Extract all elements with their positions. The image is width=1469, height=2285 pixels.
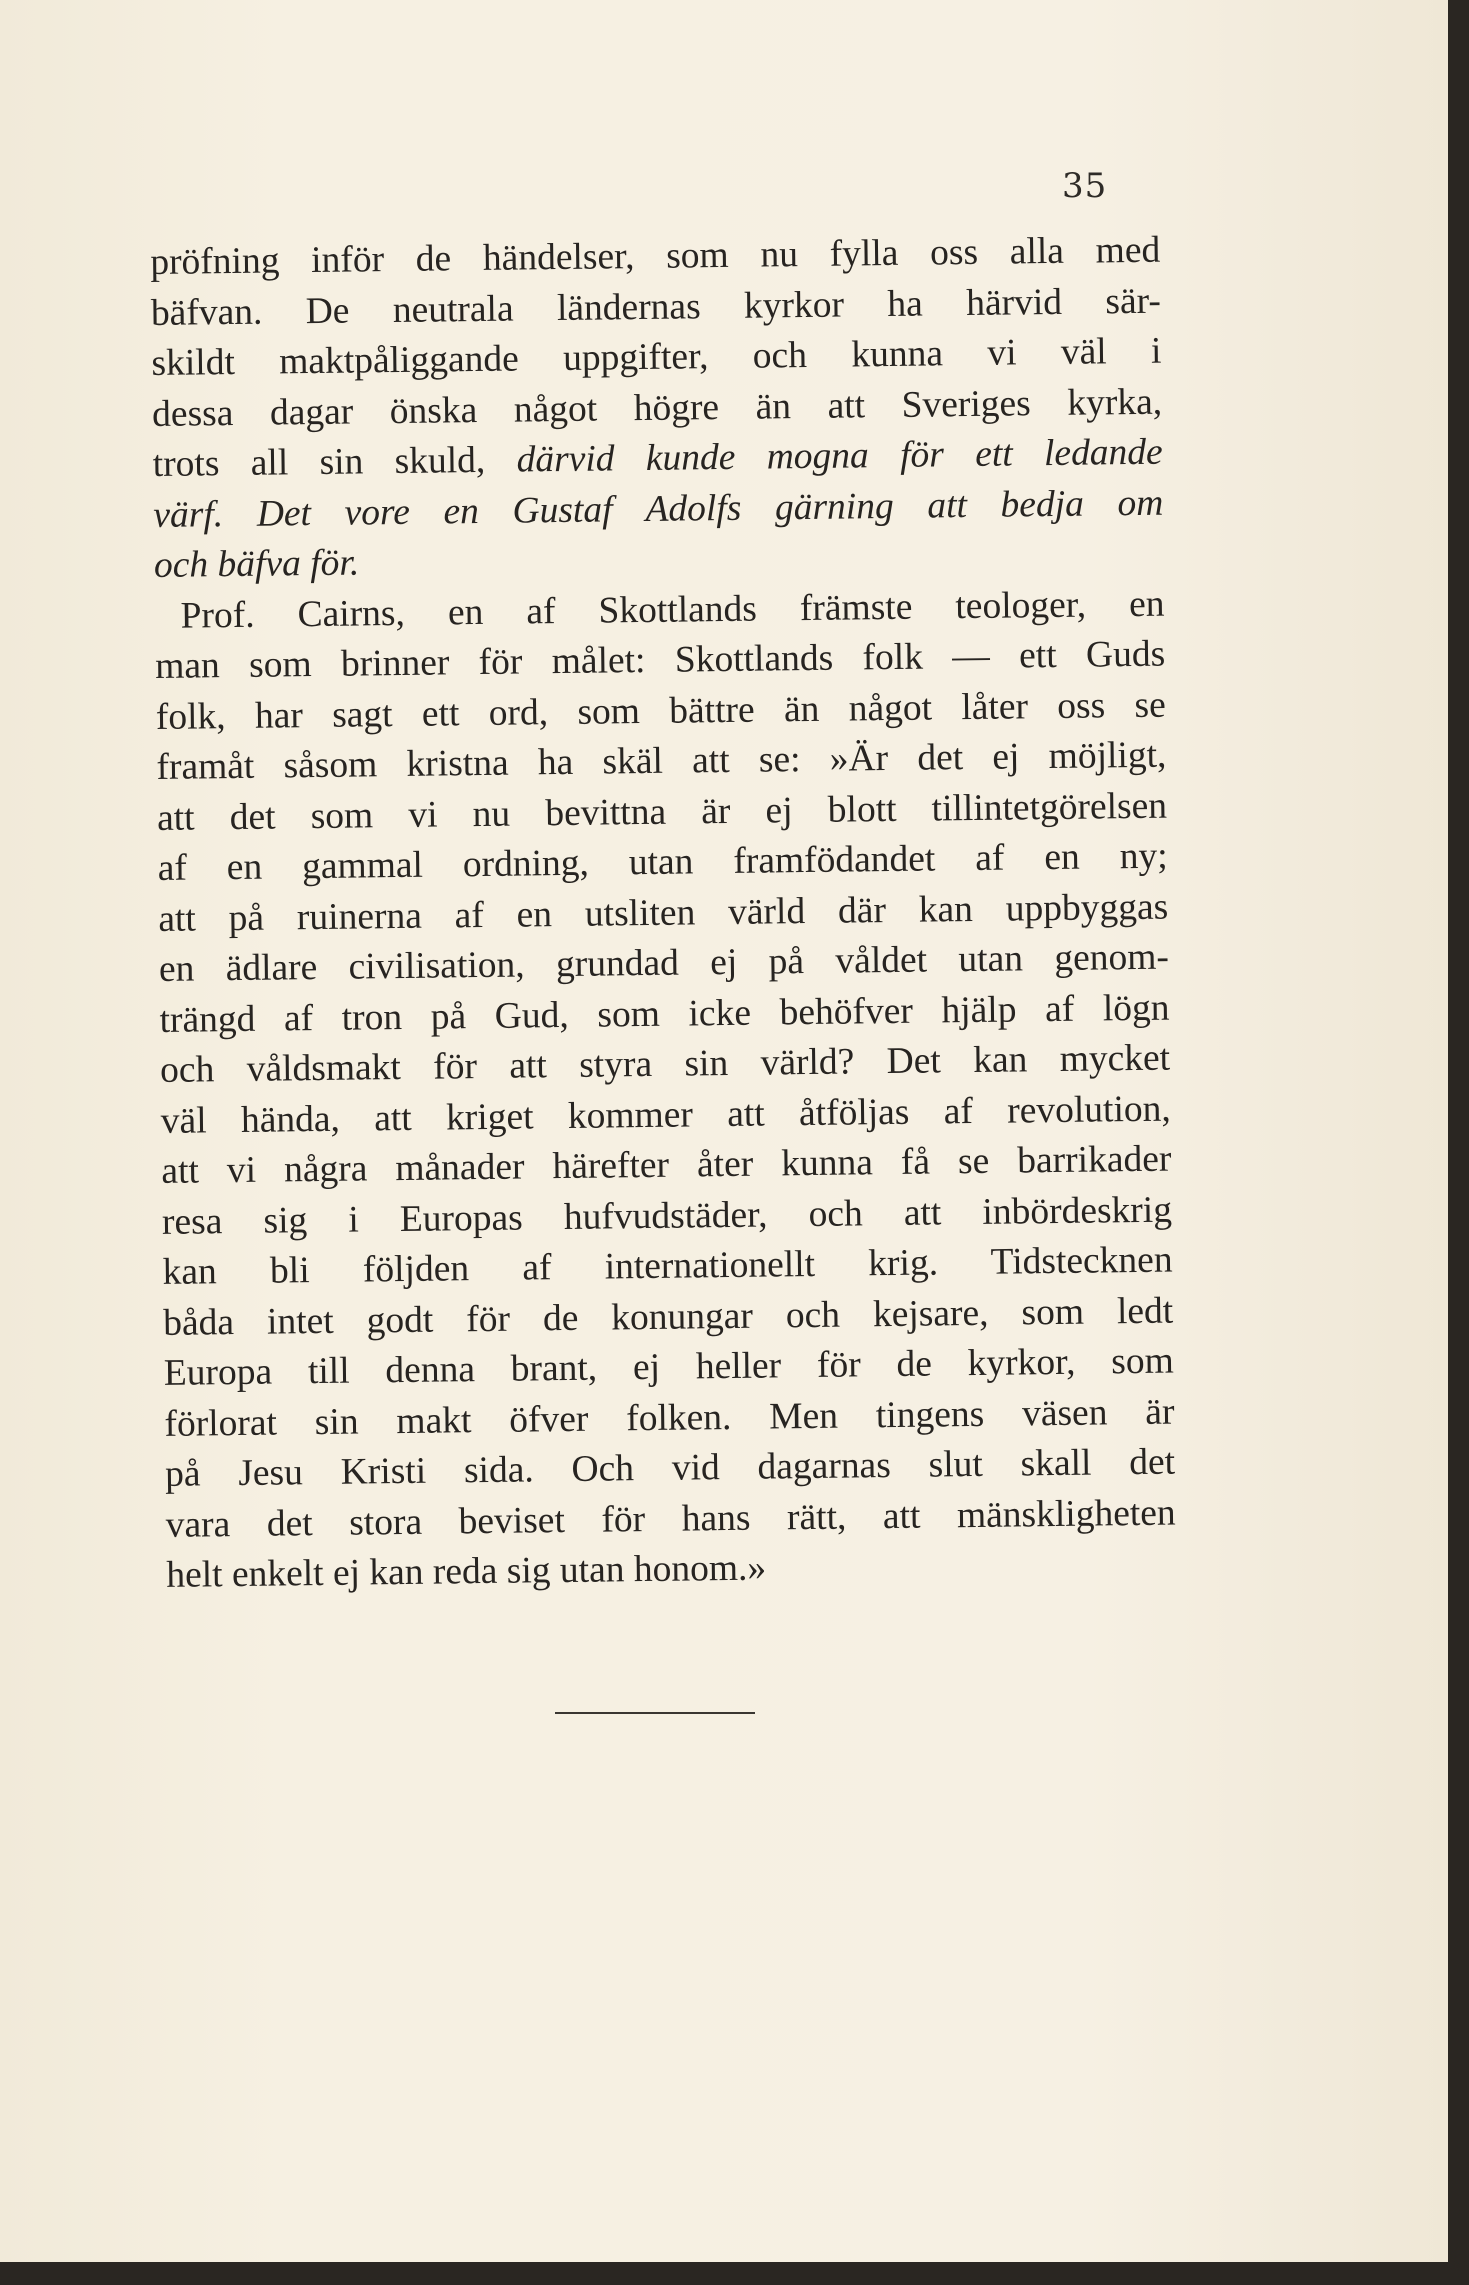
text-line: vara det stora beviset för hans rätt, att mänskligheten [165,1492,1176,1546]
text-line: en ädlare civilisation, grundad ej på våldet utan genom- [158,936,1170,990]
text-line: bäfvan. De neutrala ländernas kyrkor ha härvid sär- [150,280,1162,334]
text-line: och våldsmakt för att styra sin värld? Det kan mycket [159,1037,1171,1091]
text-line: att vi några månader härefter åter kunna få se barrikader [161,1138,1172,1192]
text-line-italic: och bäfva för. [153,542,360,586]
text-line: på Jesu Kristi sida. Och vid dagarnas slut skall det [164,1441,1176,1495]
text-line: väl hända, att kriget kommer att åtföljas af revolution, [160,1088,1171,1142]
page-number: 35 [1062,166,1108,206]
text-line: att på ruinerna af en utsliten värld där kan uppbyggas [158,886,1169,940]
text-line: Prof. Cairns, en af Skottlands främste teologer, en [180,583,1165,637]
text-line: af en gammal ordning, utan framfödandet af en ny; [157,835,1168,889]
text-line: folk, har sagt ett ord, som bättre än något låter oss se [155,684,1167,738]
text-line: skildt maktpåliggande uppgifter, och kunna vi väl i [151,330,1162,384]
italic-text-segment: därvid kunde mogna för ett ledande [516,431,1163,481]
text-line: dessa dagar önska något högre än att Sveriges kyrka, [151,381,1163,435]
italic-text-segment: värf. [153,493,224,536]
text-line: förlorat sin makt öfver folken. Men tingens väsen är [164,1391,1175,1445]
text-line: pröfning inför de händelser, som nu fylla oss alla med [150,229,1161,283]
text-segment: trots all sin skuld, [152,439,486,485]
text-line: helt enkelt ej kan reda sig utan honom.» [166,1547,767,1596]
text-line: man som brinner för målet: Skottlands folk — ett Guds [154,633,1166,687]
text-line: trängd af tron på Gud, som icke behöfver hjälp af lögn [159,987,1170,1041]
text-line: framåt såsom kristna ha skäl att se: »Är det ej möjligt, [156,734,1167,788]
text-line: kan bli följden af internationellt krig. Tidstecknen [162,1239,1173,1293]
body-text [150,226,1177,1602]
italic-text-segment: Det vore en Gustaf Adolfs gärning att bedja om [256,482,1164,535]
text-line: att det som vi nu bevittna är ej blott tillintetgörelsen [156,785,1168,839]
text-line: resa sig i Europas hufvudstäder, och att inbördeskrig [161,1189,1173,1243]
section-divider [555,1712,755,1714]
text-line: båda intet godt för de konungar och kejsare, som ledt [163,1290,1174,1344]
text-line: Europa till denna brant, ej heller för de kyrkor, som [163,1340,1175,1394]
